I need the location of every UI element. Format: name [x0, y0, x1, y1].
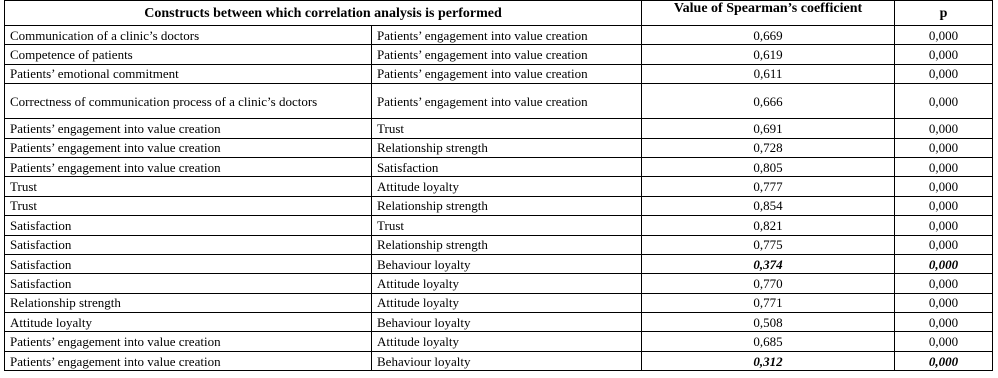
table-row: [5, 196, 993, 215]
construct-b-cell: Patients’ engagement into value creation: [372, 64, 642, 83]
table-row: [5, 138, 993, 157]
construct-b-cell: Attitude loyalty: [372, 274, 642, 293]
construct-b-cell: Relationship strength: [372, 138, 642, 157]
construct-b-cell: Attitude loyalty: [372, 177, 642, 196]
p-value-cell: 0,000: [895, 84, 993, 119]
spearman-value-cell: 0,821: [642, 216, 895, 235]
p-value-cell: 0,000: [895, 119, 993, 138]
construct-b-cell: Attitude loyalty: [372, 332, 642, 351]
table-header-row: [5, 1, 993, 26]
spearman-value-cell: 0,508: [642, 313, 895, 332]
construct-a-cell: Competence of patients: [5, 45, 372, 64]
spearman-value-cell: 0,775: [642, 235, 895, 254]
header-p: p: [895, 1, 993, 26]
p-value-cell: 0,000: [895, 332, 993, 351]
spearman-value-cell: 0,666: [642, 84, 895, 119]
construct-b-cell: Relationship strength: [372, 235, 642, 254]
table-row: [5, 235, 993, 254]
table-row: [5, 84, 993, 119]
table-row: [5, 313, 993, 332]
construct-b-cell: Satisfaction: [372, 157, 642, 176]
construct-b-cell: Trust: [372, 216, 642, 235]
p-value-cell: 0,000: [895, 313, 993, 332]
spearman-value-cell: 0,374: [642, 254, 895, 273]
construct-a-cell: Trust: [5, 177, 372, 196]
construct-a-cell: Patients’ engagement into value creation: [5, 157, 372, 176]
construct-b-cell: Trust: [372, 119, 642, 138]
construct-b-cell: Behaviour loyalty: [372, 351, 642, 370]
spearman-value-cell: 0,669: [642, 26, 895, 45]
spearman-value-cell: 0,771: [642, 293, 895, 312]
spearman-value-cell: 0,854: [642, 196, 895, 215]
p-value-cell: 0,000: [895, 235, 993, 254]
spearman-value-cell: 0,805: [642, 157, 895, 176]
construct-a-cell: Communication of a clinic’s doctors: [5, 26, 372, 45]
construct-a-cell: Relationship strength: [5, 293, 372, 312]
spearman-value-cell: 0,728: [642, 138, 895, 157]
p-value-cell: 0,000: [895, 196, 993, 215]
spearman-value-cell: 0,619: [642, 45, 895, 64]
table-row: [5, 119, 993, 138]
spearman-value-cell: 0,611: [642, 64, 895, 83]
construct-a-cell: Patients’ engagement into value creation: [5, 332, 372, 351]
p-value-cell: 0,000: [895, 138, 993, 157]
table-row: [5, 157, 993, 176]
construct-a-cell: Patients’ engagement into value creation: [5, 138, 372, 157]
header-spearman-value: [642, 1, 895, 26]
construct-a-cell: Satisfaction: [5, 216, 372, 235]
spearman-value-cell: 0,691: [642, 119, 895, 138]
construct-b-cell: Patients’ engagement into value creation: [372, 45, 642, 64]
table-row: [5, 293, 993, 312]
construct-b-cell: Behaviour loyalty: [372, 313, 642, 332]
spearman-value-cell: 0,312: [642, 351, 895, 370]
construct-b-cell: Behaviour loyalty: [372, 254, 642, 273]
construct-a-cell: Satisfaction: [5, 254, 372, 273]
construct-a-cell: Satisfaction: [5, 274, 372, 293]
header-spearman-label: Value of Spearman’s coefficient: [673, 0, 863, 16]
table-row: [5, 177, 993, 196]
table-row: [5, 254, 993, 273]
spearman-value-cell: 0,685: [642, 332, 895, 351]
p-value-cell: 0,000: [895, 216, 993, 235]
p-value-cell: 0,000: [895, 293, 993, 312]
construct-a-cell: Patients’ engagement into value creation: [5, 351, 372, 370]
table-row: [5, 45, 993, 64]
construct-b-cell: Patients’ engagement into value creation: [372, 84, 642, 119]
construct-a-cell: Patients’ emotional commitment: [5, 64, 372, 83]
p-value-cell: 0,000: [895, 45, 993, 64]
construct-a-cell: Satisfaction: [5, 235, 372, 254]
correlation-table: [4, 0, 993, 371]
table-row: [5, 26, 993, 45]
construct-a-cell: Correctness of communication process of a clinic’s doctors: [5, 84, 372, 119]
construct-a-cell: Trust: [5, 196, 372, 215]
table-row: [5, 64, 993, 83]
p-value-cell: 0,000: [895, 177, 993, 196]
spearman-value-cell: 0,777: [642, 177, 895, 196]
spearman-value-cell: 0,770: [642, 274, 895, 293]
table-row: [5, 216, 993, 235]
table-row: [5, 351, 993, 370]
p-value-cell: 0,000: [895, 26, 993, 45]
p-value-cell: 0,000: [895, 274, 993, 293]
p-value-cell: 0,000: [895, 351, 993, 370]
construct-b-cell: Patients’ engagement into value creation: [372, 26, 642, 45]
header-constructs: Constructs between which correlation analysis is performed: [5, 1, 642, 26]
p-value-cell: 0,000: [895, 157, 993, 176]
construct-b-cell: Attitude loyalty: [372, 293, 642, 312]
construct-a-cell: Patients’ engagement into value creation: [5, 119, 372, 138]
table-row: [5, 274, 993, 293]
table-row: [5, 332, 993, 351]
p-value-cell: 0,000: [895, 254, 993, 273]
construct-b-cell: Relationship strength: [372, 196, 642, 215]
construct-a-cell: Attitude loyalty: [5, 313, 372, 332]
p-value-cell: 0,000: [895, 64, 993, 83]
